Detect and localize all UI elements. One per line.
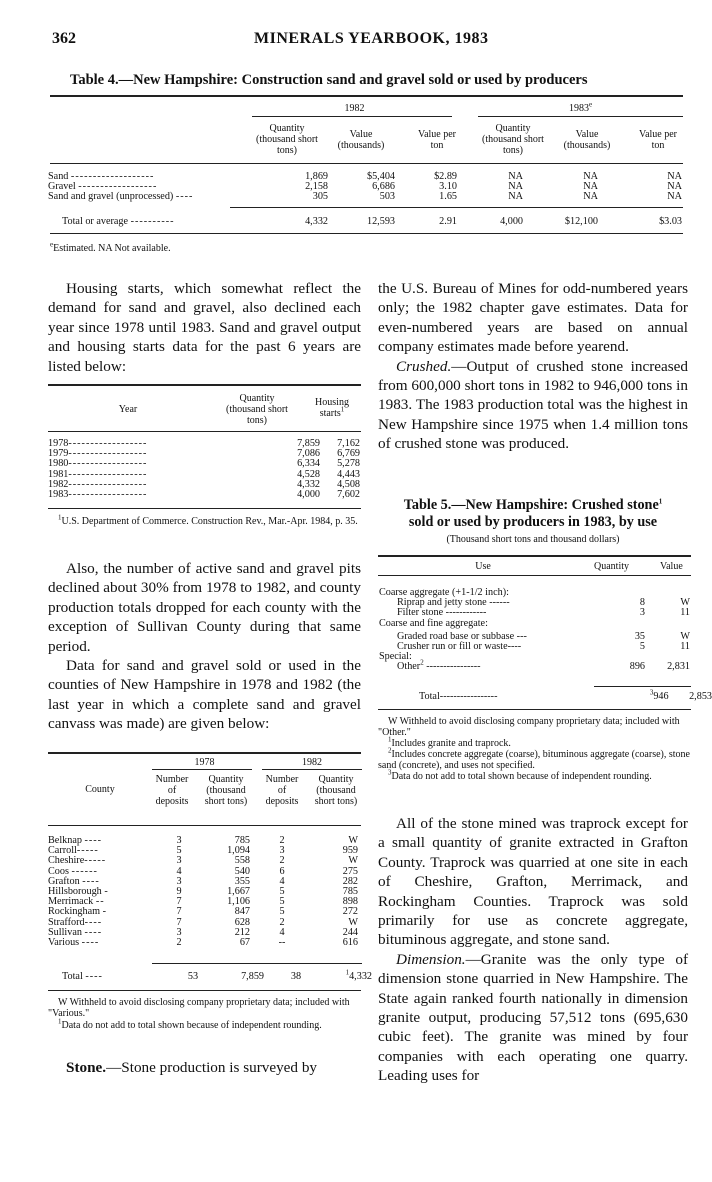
table-row: Sand and gravel (unprocessed) ---- 305 503 1.65 NA NA NA bbox=[48, 191, 682, 203]
county-footnote-1: $^1$Data do not add to total shown because of independent rounding. bbox=[58, 1017, 322, 1031]
housing-col-quantity: Quantity (thousand short tons) bbox=[226, 393, 288, 426]
right-para-1: the U.S. Bureau of Mines for odd-numbered years only; the 1982 chapter gave estimates. Data for even-numbered years are based on annual company estimates made before yearend. Crushed.—Output of crushed stone increased from 600,000 short tons in 1982 to 946,000 tons in 1983. The 1983 production total was the highest in New Hampshire since 1975 when 1.4 million tons of crushed stone was produced. bbox=[378, 280, 688, 453]
table-row: 1979------------------ 7,086 6,769 bbox=[48, 448, 360, 460]
table-row: Gravel ------------------ 2,158 6,686 3.10 NA NA NA bbox=[48, 181, 682, 193]
table5-total-row: Total----------------- $^3$946 2,853 bbox=[419, 688, 712, 702]
table5-col-value: Value bbox=[660, 561, 683, 572]
county-col-quantity-1978: Quantity (thousand short tons) bbox=[204, 774, 248, 807]
table-row: Merrimack -- 7 1,106 5 898 bbox=[48, 896, 358, 908]
table5-footnote-3: $^3$Data do not add to total shown because of independent rounding. bbox=[388, 768, 652, 782]
county-col-quantity-1982: Quantity (thousand short tons) bbox=[314, 774, 358, 807]
table5-col-use: Use bbox=[475, 561, 491, 572]
table4-total-row: Total or average ---------- 4,332 12,593 2.91 4,000 $12,100 $3.03 bbox=[62, 216, 682, 227]
table4-col-perton-1983: Value per ton bbox=[638, 129, 678, 151]
table4-footnote: $^e$Estimated. NA Not available. bbox=[50, 240, 171, 254]
table5-subtitle: (Thousand short tons and thousand dollars) bbox=[446, 534, 620, 545]
table-row: Belknap ---- 3 785 2 W bbox=[48, 835, 358, 846]
table-row: Coos ------ 4 540 6 275 bbox=[48, 865, 358, 877]
table5-footnote-1: $^1$Includes granite and traprock. bbox=[388, 735, 511, 749]
table-row: Special: bbox=[379, 651, 412, 663]
table-row: Other$^2$ ---------------- 896 2,831 bbox=[397, 659, 690, 673]
table4-title: Table 4.—New Hampshire: Construction sand and gravel sold or used by producers bbox=[70, 72, 588, 88]
county-col-deposits-1978: Number of deposits bbox=[155, 774, 189, 807]
table-row: 1978------------------ 7,859 7,162 bbox=[48, 438, 360, 449]
table-row: Coarse aggregate (+1-1/2 inch): bbox=[379, 587, 509, 598]
housing-col-starts: Housing starts$^1$ bbox=[315, 397, 349, 419]
table-row: Strafford---- 7 628 2 W bbox=[48, 916, 358, 928]
left-para-stone: Stone.—Stone production is surveyed by bbox=[66, 1059, 318, 1076]
table4-col-perton-1982: Value per ton bbox=[417, 129, 457, 151]
table-row: Carroll----- 5 1,094 3 959 bbox=[48, 845, 358, 857]
county-footnote-w: W Withheld to avoid disclosing company proprietary data; included with "Various." bbox=[48, 997, 350, 1019]
table4-col-value-1983: Value (thousands) bbox=[563, 129, 611, 151]
table5-footnote-2: $^2$Includes concrete aggregate (coarse), bituminous aggregate (coarse), stone sand (concrete), and uses not specified. bbox=[378, 746, 690, 771]
table5-footnote-w: W Withheld to avoid disclosing company proprietary data; included with "Other." bbox=[378, 716, 680, 738]
table5-col-quantity: Quantity bbox=[594, 561, 629, 572]
table-row: Various ---- 2 67 -- 616 bbox=[48, 937, 358, 949]
table5-title: Table 5.—New Hampshire: Crushed stone$^1$ sold or used by producers in 1983, by use bbox=[403, 497, 663, 530]
table-row: Grafton ---- 3 355 4 282 bbox=[48, 875, 358, 887]
running-title: MINERALS YEARBOOK, 1983 bbox=[254, 30, 489, 47]
table4-body bbox=[48, 172, 682, 203]
table-row: Sand ------------------- 1,869 $5,404 $2.89 NA NA NA bbox=[48, 171, 682, 182]
table-row: Graded road base or subbase --- 35 W bbox=[397, 630, 690, 642]
table4-col-value-1982: Value (thousands) bbox=[337, 129, 385, 151]
table-row: Cheshire----- 3 558 2 W bbox=[48, 855, 358, 867]
table-row: Sullivan ---- 3 212 4 244 bbox=[48, 926, 358, 938]
table-row: 1981------------------ 4,528 4,443 bbox=[48, 468, 360, 480]
county-table-body bbox=[48, 836, 358, 948]
right-para-3: All of the stone mined was traprock except for a small quantity of granite extracted in Grafton County. Traprock was quarried at one site in each of Cheshire, Grafton, Merrimack, and Rockingham Counties. Traprock was sold primarily for use as concrete aggregate, bituminous aggregate, and stone sand. Dimension.—Granite was the only type of dimension stone quarried in New Hampshire. The State again ranked fourth nationally in dimension granite output, producing 57,512 tons (695,630 cubic feet). The granite was mined by four companies with each operating one quarry. Leading uses for bbox=[378, 815, 688, 1085]
table-row: Riprap and jetty stone ------ 8 W bbox=[397, 597, 690, 609]
housing-table-body bbox=[48, 439, 360, 500]
left-para-2: Also, the number of active sand and gravel pits declined about 30% from 1978 to 1982, and county production totals dropped for each county with the exception of Sullivan County during that same period. Data for sand and gravel sold or used in the counties of New Hampshire in 1978 and 1982 (the last year in which a complete sand and gravel canvass was made) are given below: bbox=[48, 560, 361, 733]
table-row: 1982------------------ 4,332 4,508 bbox=[48, 478, 360, 490]
county-col-county: County bbox=[85, 784, 115, 795]
table-row: 1980------------------ 6,334 5,278 bbox=[48, 458, 360, 470]
table-row: Filter stone ------------ 3 11 bbox=[397, 607, 690, 619]
county-year-1978: 1978 bbox=[194, 757, 215, 768]
stone-heading: Stone. bbox=[66, 1059, 107, 1076]
housing-footnote: $^1$U.S. Department of Commerce. Construction Rev., Mar.-Apr. 1984, p. 35. bbox=[58, 513, 358, 527]
table4-col-quantity-1983: Quantity (thousand short tons) bbox=[482, 123, 544, 156]
crushed-heading: Crushed. bbox=[396, 357, 452, 375]
table5-body bbox=[379, 588, 690, 673]
dimension-heading: Dimension. bbox=[396, 950, 466, 968]
left-para-1: Housing starts, which somewhat reflect the demand for sand and gravel, also declined each year since 1978 until 1983. Sand and gravel output and housing starts data for the past 6 years are listed below: bbox=[48, 280, 361, 375]
table-row: Coarse and fine aggregate: bbox=[379, 617, 488, 629]
table4-year-1982: 1982 bbox=[344, 103, 365, 114]
county-col-deposits-1982: Number of deposits bbox=[265, 774, 299, 807]
table-row: Crusher run or fill or waste---- 5 11 bbox=[397, 641, 690, 653]
page-number: 362 bbox=[52, 30, 76, 47]
table-row: Rockingham - 7 847 5 272 bbox=[48, 906, 358, 918]
county-total-row: Total ---- 53 7,859 38 $^1$4,332 bbox=[62, 968, 372, 982]
housing-col-year: Year bbox=[118, 404, 138, 415]
county-year-1982: 1982 bbox=[302, 757, 322, 768]
table4-year-1983: 1983e bbox=[568, 100, 593, 114]
table4-col-quantity-1982: Quantity (thousand short tons) bbox=[256, 123, 318, 156]
table-row: 1983------------------ 4,000 7,602 bbox=[48, 489, 360, 501]
table-row: Hillsborough - 9 1,667 5 785 bbox=[48, 886, 358, 898]
